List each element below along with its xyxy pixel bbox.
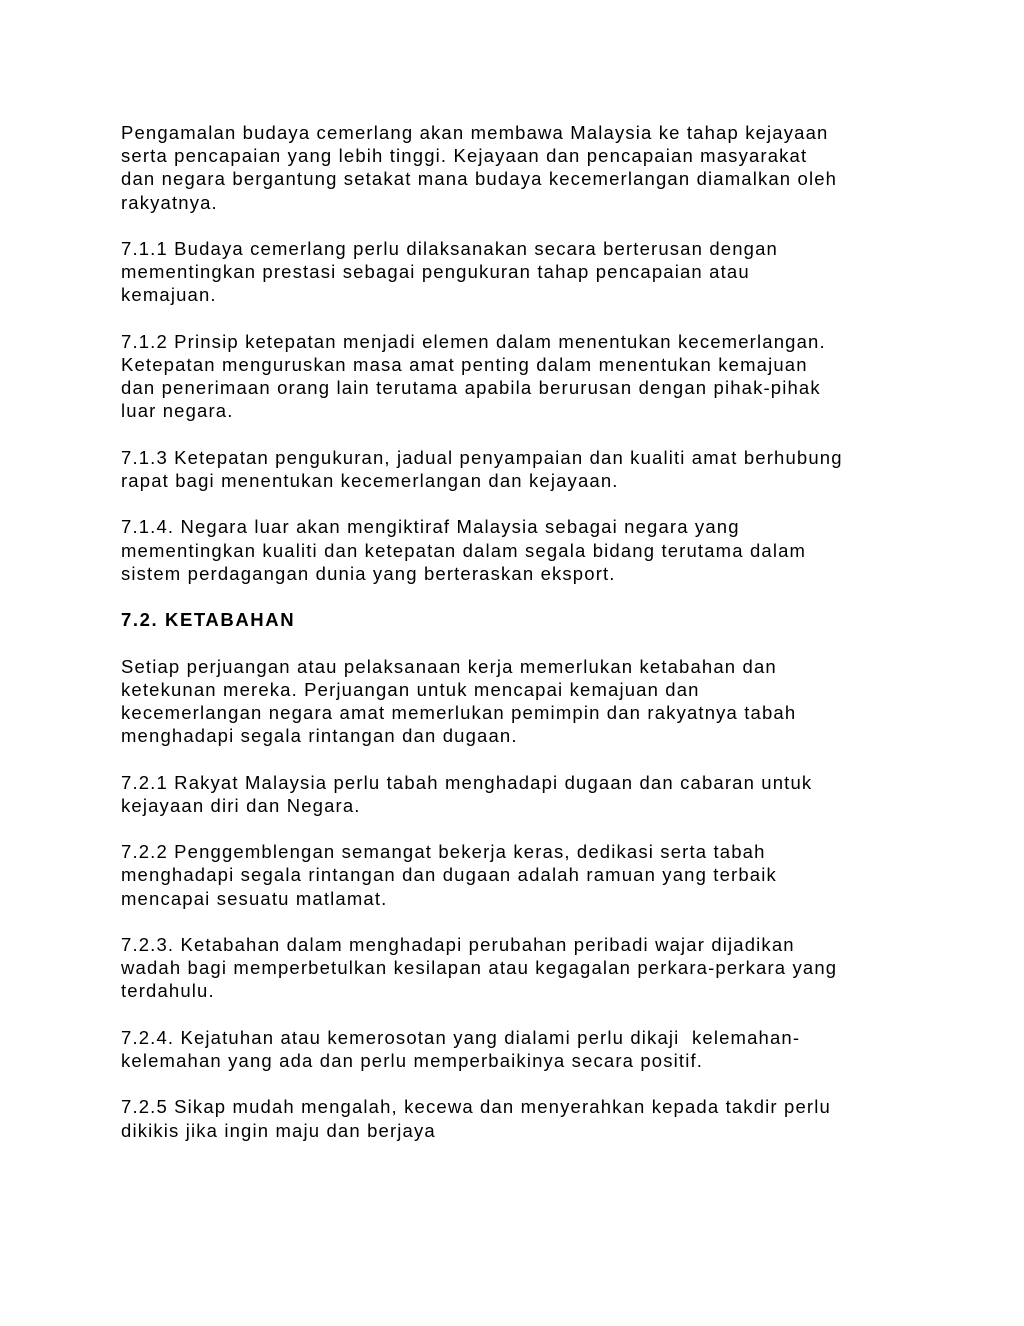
section-heading: [121, 608, 921, 631]
text-line: mementingkan prestasi sebagai pengukuran tahap pencapaian atau: [121, 261, 750, 283]
text-line: 7.2.4. Kejatuhan atau kemerosotan yang dialami perlu dikaji kelemahan-: [121, 1026, 801, 1048]
text-line: 7.2.2 Penggemblengan semangat bekerja keras, dedikasi serta tabah: [121, 841, 766, 863]
text-line: dan negara bergantung setakat mana budaya kecemerlangan diamalkan oleh: [121, 168, 838, 190]
paragraph-7-1-4: [121, 515, 921, 585]
text-line: Setiap perjuangan atau pelaksanaan kerja memerlukan ketabahan dan: [121, 655, 777, 677]
text-line: menghadapi segala rintangan dan dugaan.: [121, 725, 518, 747]
paragraph-7-2-4: [121, 1026, 921, 1072]
text-line: 7.1.3 Ketepatan pengukuran, jadual penyampaian dan kualiti amat berhubung: [121, 446, 843, 468]
text-line: luar negara.: [121, 400, 234, 422]
text-line: 7.2.1 Rakyat Malaysia perlu tabah menghadapi dugaan dan cabaran untuk: [121, 771, 813, 793]
document-body: [121, 121, 921, 1165]
paragraph-ketabahan-intro: [121, 655, 921, 748]
paragraph-7-2-1: [121, 771, 921, 817]
paragraph-7-2-3: [121, 933, 921, 1003]
text-line: rapat bagi menentukan kecemerlangan dan kejayaan.: [121, 470, 619, 491]
text-line: kemajuan.: [121, 284, 217, 306]
text-line: ketekunan mereka. Perjuangan untuk mencapai kemajuan dan: [121, 678, 700, 700]
text-line: kejayaan diri dan Negara.: [121, 794, 361, 816]
paragraph-7-2-5: [121, 1095, 921, 1141]
text-line: dan penerimaan orang lain terutama apabila berurusan dengan pihak-pihak: [121, 377, 821, 399]
text-line: mencapai sesuatu matlamat.: [121, 887, 388, 909]
text-line: menghadapi segala rintangan dan dugaan adalah ramuan yang terbaik: [121, 864, 777, 886]
text-line: dikikis jika ingin maju dan berjaya: [121, 1119, 436, 1141]
text-line: rakyatnya.: [121, 191, 218, 213]
paragraph-intro: [121, 121, 921, 214]
text-line: kelemahan yang ada dan perlu memperbaikinya secara positif.: [121, 1049, 704, 1071]
text-line: kecemerlangan negara amat memerlukan pemimpin dan rakyatnya tabah: [121, 701, 797, 723]
text-line: sistem perdagangan dunia yang berteraskan eksport.: [121, 562, 616, 584]
heading-text: 7.2. KETABAHAN: [121, 609, 296, 631]
paragraph-7-1-2: [121, 330, 921, 423]
text-line: mementingkan kualiti dan ketepatan dalam segala bidang terutama dalam: [121, 539, 807, 561]
text-line: terdahulu.: [121, 980, 215, 1002]
text-line: 7.1.1 Budaya cemerlang perlu dilaksanakan secara berterusan dengan: [121, 238, 778, 259]
text-line: 7.1.2 Prinsip ketepatan menjadi elemen dalam menentukan kecemerlangan.: [121, 330, 826, 352]
text-line: serta pencapaian yang lebih tinggi. Kejayaan dan pencapaian masyarakat: [121, 145, 808, 167]
text-line: 7.2.5 Sikap mudah mengalah, kecewa dan menyerahkan kepada takdir perlu: [121, 1096, 831, 1118]
paragraph-7-1-3: [121, 446, 921, 492]
text-line: wadah bagi memperbetulkan kesilapan atau kegagalan perkara-perkara yang: [121, 957, 838, 979]
paragraph-7-1-1: [121, 237, 921, 307]
text-line: Pengamalan budaya cemerlang akan membawa Malaysia ke tahap kejayaan: [121, 122, 829, 143]
text-line: Ketepatan menguruskan masa amat penting dalam menentukan kemajuan: [121, 354, 808, 375]
text-line: 7.1.4. Negara luar akan mengiktiraf Malaysia sebagai negara yang: [121, 516, 740, 538]
paragraph-7-2-2: [121, 840, 921, 910]
text-line: 7.2.3. Ketabahan dalam menghadapi perubahan peribadi wajar dijadikan: [121, 933, 795, 955]
